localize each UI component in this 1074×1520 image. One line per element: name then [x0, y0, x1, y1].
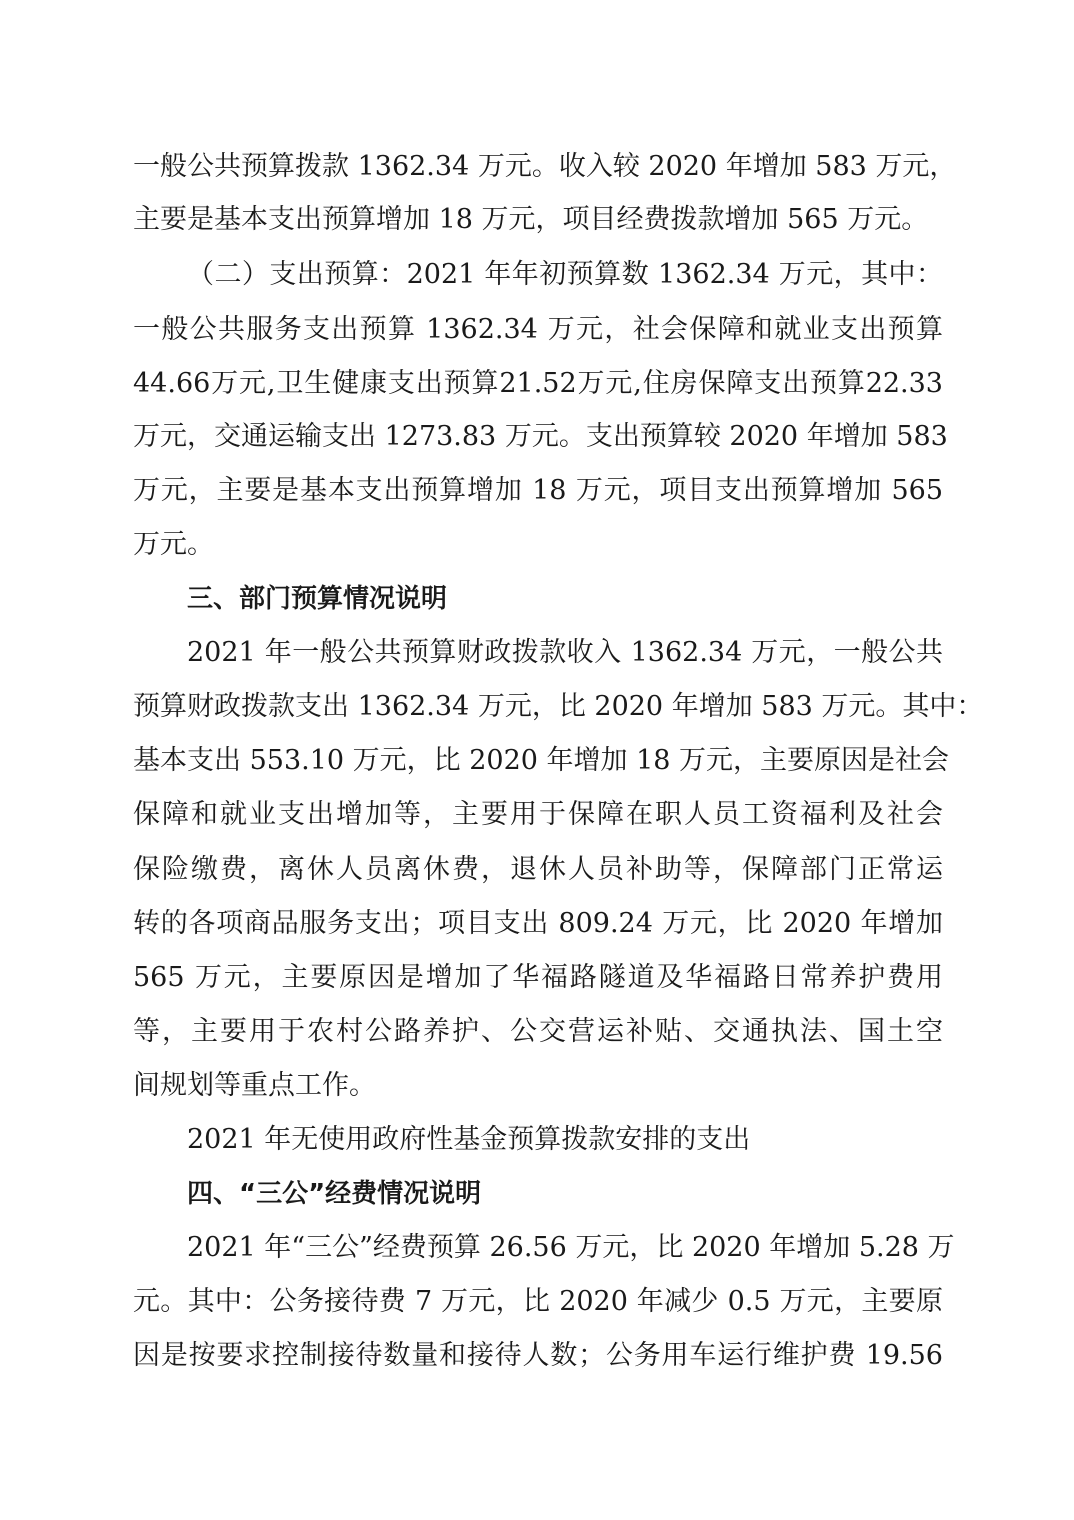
section-heading: 四、“三公”经费情况说明	[187, 1179, 482, 1209]
body-line: 565 万元，主要原因是增加了华福路隧道及华福路日常养护费用	[133, 962, 943, 993]
body-line: 万元，主要是基本支出预算增加 18 万元，项目支出预算增加 565	[133, 475, 943, 506]
body-line: 万元，交通运输支出 1273.83 万元。支出预算较 2020 年增加 583	[133, 421, 948, 452]
body-line: 间规划等重点工作。	[133, 1070, 376, 1101]
body-line: 保障和就业支出增加等，主要用于保障在职人员工资福利及社会	[133, 799, 943, 830]
body-line: 万元。	[133, 529, 214, 560]
body-line: 一般公共预算拨款 1362.34 万元。收入较 2020 年增加 583 万元，	[133, 151, 957, 182]
body-line: 基本支出 553.10 万元，比 2020 年增加 18 万元，主要原因是社会	[133, 745, 950, 776]
body-line: 预算财政拨款支出 1362.34 万元，比 2020 年增加 583 万元。其中：	[133, 691, 984, 722]
body-line: 2021 年无使用政府性基金预算拨款安排的支出	[187, 1124, 751, 1155]
body-line: 2021 年“三公”经费预算 26.56 万元，比 2020 年增加 5.28 万	[187, 1232, 955, 1263]
body-line: 因是按要求控制接待数量和接待人数；公务用车运行维护费 19.56	[133, 1340, 943, 1371]
body-line: 2021 年一般公共预算财政拨款收入 1362.34 万元，一般公共	[187, 637, 943, 668]
body-line: 44.66万元,卫生健康支出预算21.52万元,住房保障支出预算22.33	[133, 368, 943, 399]
body-line: 等，主要用于农村公路养护、公交营运补贴、交通执法、国土空	[133, 1016, 943, 1047]
body-line: 主要是基本支出预算增加 18 万元，项目经费拨款增加 565 万元。	[133, 204, 929, 235]
section-subheading: （二）支出预算：2021 年年初预算数 1362.34 万元，其中：	[187, 259, 943, 290]
body-line: 元。其中：公务接待费 7 万元，比 2020 年减少 0.5 万元，主要原	[133, 1286, 943, 1317]
body-line: 一般公共服务支出预算 1362.34 万元，社会保障和就业支出预算	[133, 314, 943, 345]
body-line: 保险缴费，离休人员离休费，退休人员补助等，保障部门正常运	[133, 854, 943, 885]
body-line: 转的各项商品服务支出；项目支出 809.24 万元，比 2020 年增加	[133, 908, 943, 939]
section-heading: 三、部门预算情况说明	[187, 584, 448, 614]
